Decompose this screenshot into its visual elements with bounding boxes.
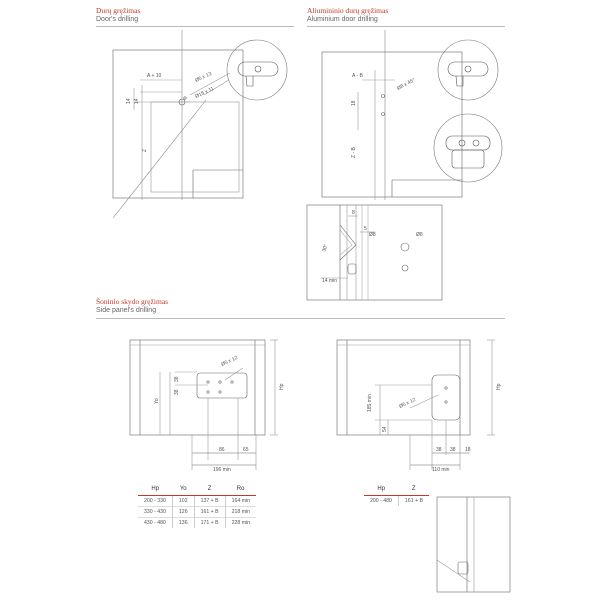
table-left-header: Z xyxy=(194,484,225,496)
door-dim-z: Z xyxy=(142,148,148,152)
side-right-dim-d5x12: Ø5 x 12 xyxy=(398,396,417,410)
door-drilling-title-lt: Durų gręžimas xyxy=(96,6,141,15)
table-row xyxy=(138,496,256,507)
corner-detail-drawing xyxy=(437,497,510,592)
side-left-dim-d5x12: Ø5 x 12 xyxy=(220,354,239,368)
table-left-header: Hp xyxy=(138,484,172,496)
side-left-dim-yo: Yo xyxy=(154,398,160,404)
door-dim-14b: 14 xyxy=(134,98,140,104)
alu-drilling-title-lt: Aliumininio durų gręžimas xyxy=(307,6,389,15)
table-left-header: Yo xyxy=(172,484,194,496)
side-drilling-title-lt: Šoninio skydo gręžimas xyxy=(96,297,169,306)
alu-drawing xyxy=(307,30,502,300)
table-cell: 102 xyxy=(172,496,194,507)
table-cell: 137 + B xyxy=(194,496,225,507)
table-right-header: Z xyxy=(398,484,429,496)
alu-dim-d8x45: Ø8 x 45° xyxy=(396,77,417,92)
table-cell: 161 + B xyxy=(398,496,429,507)
table-right-header: Hp xyxy=(364,484,398,496)
side-right-dim-54: 54 xyxy=(382,426,388,432)
door-drilling-title-en: Door's drilling xyxy=(96,16,139,23)
alu-det-d8a: Ø8 xyxy=(369,232,376,238)
table-row xyxy=(364,496,429,507)
side-left-dim-65: 65 xyxy=(243,447,249,453)
side-right-dim-38a: 38 xyxy=(436,447,442,453)
alu-det-d8b: Ø8 xyxy=(416,232,423,238)
side-left-drawing xyxy=(130,340,278,470)
side-left-dim-hp: Hp xyxy=(279,383,285,390)
alu-det-30: 30° xyxy=(321,243,330,253)
side-left-dim-86: 86 xyxy=(219,447,225,453)
door-dim-d5x13: Ø5 x 13 xyxy=(194,70,213,84)
table-left-header: Ro xyxy=(225,484,256,496)
table-cell: 126 xyxy=(172,507,194,518)
table-cell: 200 - 330 xyxy=(144,498,166,504)
alu-drilling-title-en: Aluminium door drilling xyxy=(307,16,378,23)
table-cell: 164 min xyxy=(225,496,256,507)
side-drilling-title-en: Side panel's drilling xyxy=(96,307,157,314)
alu-det-5: 5 xyxy=(364,226,367,232)
side-right-dim-hp: Hp xyxy=(496,383,502,390)
side-left-dim-196min: 196 min xyxy=(213,467,231,473)
table-cell: 200 - 480 xyxy=(370,498,392,504)
table-cell: 218 min xyxy=(225,507,256,518)
door-dim-14: 14 xyxy=(126,98,132,104)
alu-dim-ab: A - B xyxy=(352,73,363,79)
side-right-dim-18: 18 xyxy=(465,447,471,453)
drilling-table-right xyxy=(364,484,429,506)
alu-det-8: 8 xyxy=(352,210,355,216)
table-cell: 228 min xyxy=(225,518,256,529)
door-dim-a10: A + 10 xyxy=(147,73,162,79)
side-left-dim-38a: 38 xyxy=(174,376,180,382)
side-left-dim-38b: 38 xyxy=(174,389,180,395)
drilling-table-left xyxy=(138,484,256,528)
door-drawing xyxy=(113,30,287,218)
table-cell: 161 + B xyxy=(194,507,225,518)
table-row xyxy=(138,518,256,529)
alu-det-14min: 14 min xyxy=(322,278,338,284)
alu-dim-18: 18 xyxy=(351,100,357,106)
alu-dim-zb: Z - B xyxy=(351,147,357,158)
table-cell: 430 - 480 xyxy=(138,518,172,529)
side-right-dim-185min: 185 min xyxy=(367,394,373,412)
table-cell: 330 - 430 xyxy=(138,507,172,518)
table-cell: 136 xyxy=(172,518,194,529)
table-row xyxy=(138,507,256,518)
door-dim-d18x11: Ø18 x 11 xyxy=(194,85,215,100)
side-right-dim-110min: 110 min xyxy=(432,467,450,473)
table-cell: 171 + B xyxy=(194,518,225,529)
side-right-drawing xyxy=(337,340,495,470)
side-right-dim-38b: 38 xyxy=(450,447,456,453)
